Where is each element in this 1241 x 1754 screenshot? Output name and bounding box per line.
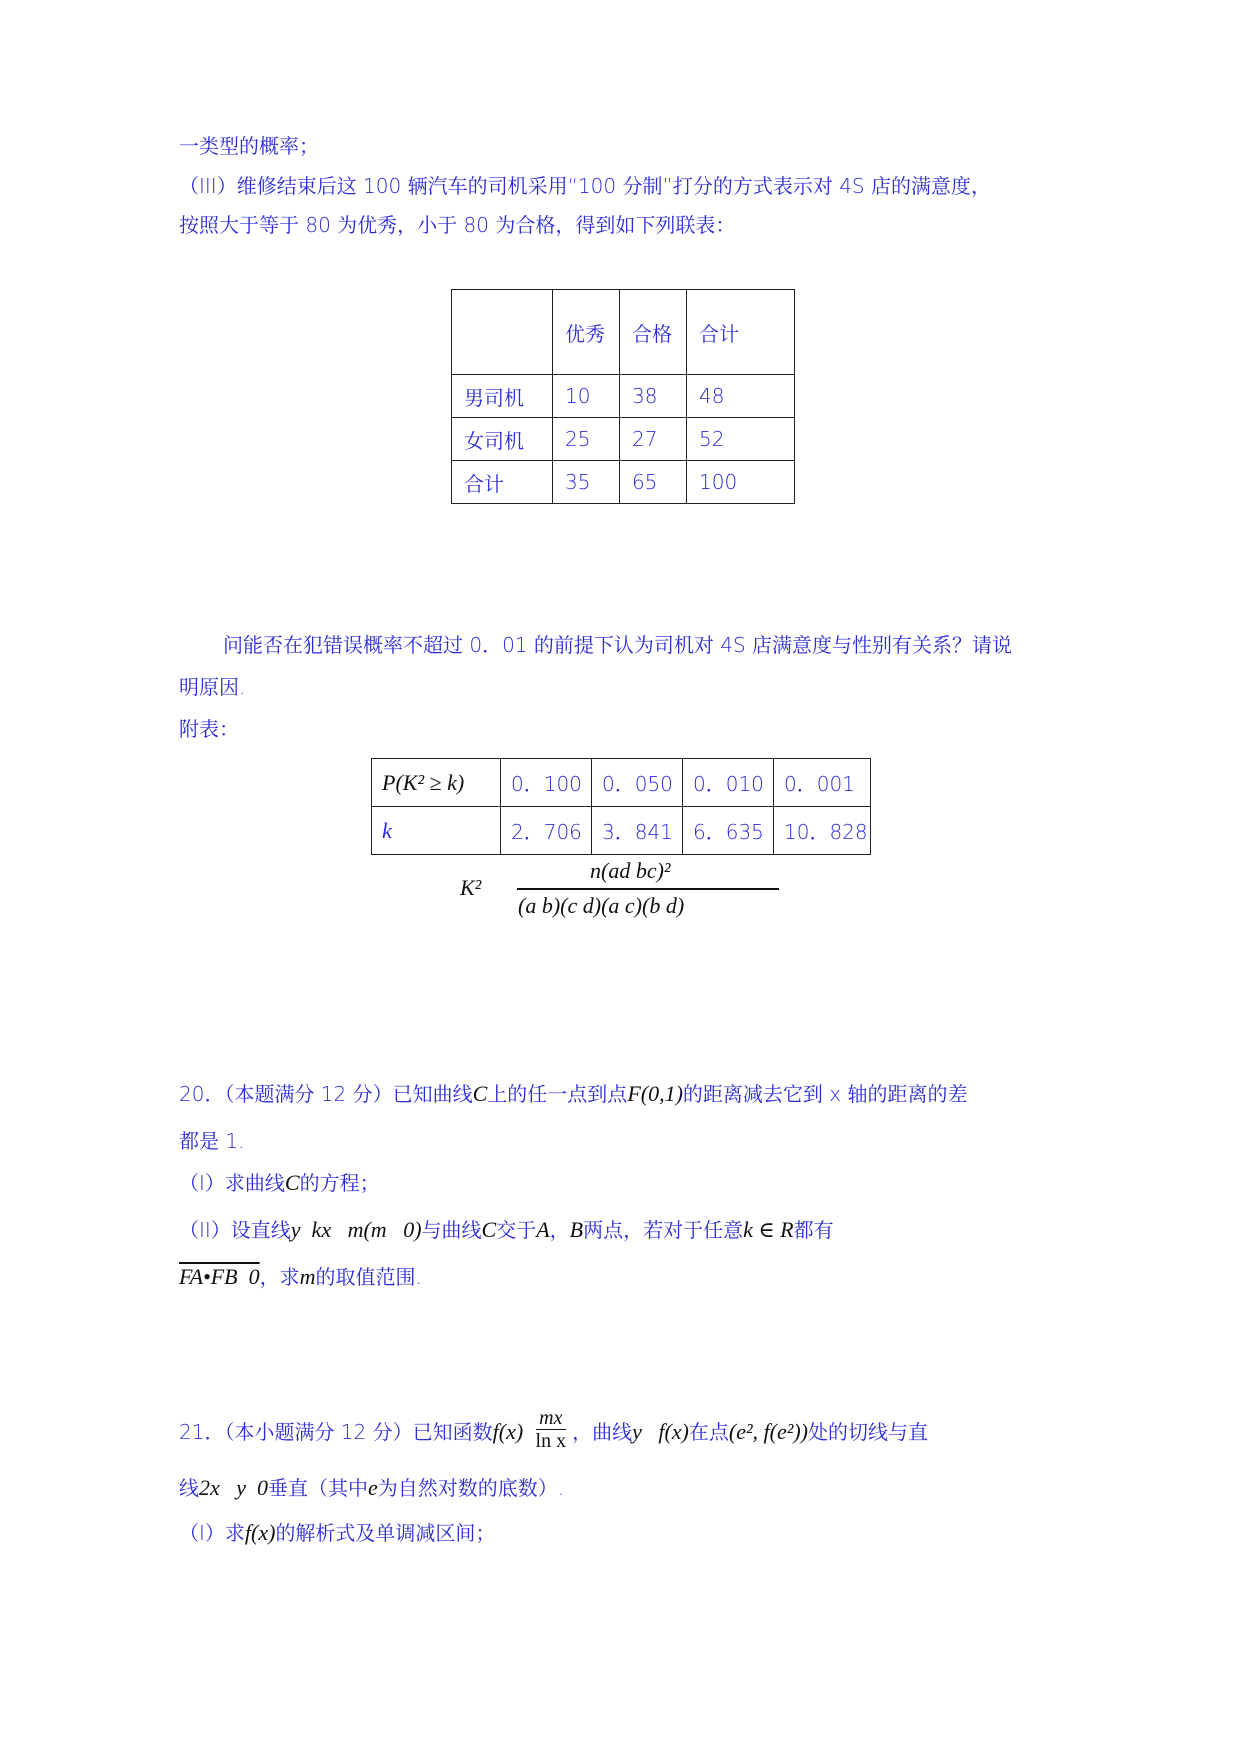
math-span: A <box>536 1217 550 1242</box>
text-span: ，曲线 <box>572 1420 633 1444</box>
math-span: 2x y 0 <box>199 1475 269 1500</box>
table-cell: 合计 <box>687 290 795 375</box>
table-row <box>452 461 795 504</box>
math-span: m <box>299 1264 316 1289</box>
text-line <box>179 1263 422 1291</box>
text-span: 处的切线与直 <box>808 1420 929 1444</box>
table-cell: 52 <box>687 418 795 461</box>
text-span: ， <box>549 1218 570 1242</box>
text-line <box>179 1474 564 1502</box>
table-cell: 10 <box>553 375 620 418</box>
text-span: 在点 <box>688 1420 729 1444</box>
text-line: 按照大于等于 80 为优秀，小于 80 为合格，得到如下列联表： <box>179 213 736 237</box>
text-line: 都是 1. <box>179 1129 245 1153</box>
text-span: 线 <box>179 1476 199 1500</box>
table-cell: 0．100 <box>501 759 592 807</box>
text-span: （II）设直线 <box>179 1218 291 1242</box>
table-cell: 合计 <box>452 461 553 504</box>
table-cell: 女司机 <box>452 418 553 461</box>
table-cell: 0．001 <box>774 759 871 807</box>
math-span: e <box>368 1475 378 1500</box>
math-span: B <box>569 1217 584 1242</box>
math-span: ln x <box>535 1430 567 1452</box>
table-cell: 3．841 <box>592 807 683 855</box>
math-span: FA•FB 0 <box>179 1264 260 1289</box>
text-span: 21．（本小题满分 12 分）已知函数 <box>179 1420 493 1444</box>
fraction-bar <box>517 888 779 890</box>
table-cell: 0．010 <box>683 759 774 807</box>
text-span: 的取值范围. <box>315 1265 422 1289</box>
math-span: mx <box>536 1407 567 1430</box>
formula-numerator: n(ad bc)² <box>590 858 671 883</box>
table-cell: 优秀 <box>553 290 620 375</box>
text-span: 的距离减去它到 x 轴的距离的差 <box>682 1082 968 1106</box>
table-cell: 48 <box>687 375 795 418</box>
table-row <box>372 807 871 855</box>
table-cell: 10．828 <box>774 807 871 855</box>
text-line: 一类型的概率； <box>179 134 319 158</box>
text-span: 交于 <box>496 1218 537 1242</box>
table-cell: 6．635 <box>683 807 774 855</box>
text-span: 20．（本题满分 12 分）已知曲线 <box>179 1082 473 1106</box>
math-span: C <box>284 1170 300 1195</box>
table-row <box>372 759 871 807</box>
table-header-row <box>452 290 795 375</box>
formula-lhs: K² <box>460 875 482 900</box>
table-cell: 35 <box>553 461 620 504</box>
text-span: 的方程； <box>299 1171 380 1195</box>
text-span: 为自然对数的底数）. <box>377 1476 565 1500</box>
text-span: 都有 <box>793 1218 834 1242</box>
table-cell: 38 <box>620 375 687 418</box>
text-line <box>179 1519 495 1547</box>
math-span: y f(x) <box>632 1419 689 1444</box>
table-cell: 27 <box>620 418 687 461</box>
table-cell: 100 <box>687 461 795 504</box>
math-span: C <box>481 1217 497 1242</box>
text-span: （Ⅰ）求 <box>179 1521 245 1545</box>
table-row <box>452 418 795 461</box>
math-span: (e², f(e²)) <box>728 1419 809 1444</box>
table-cell: 2．706 <box>501 807 592 855</box>
question-20-line <box>179 1080 967 1108</box>
math-span: F(0,1) <box>627 1081 683 1106</box>
text-span: 上的任一点到点 <box>487 1082 628 1106</box>
table-cell: 合格 <box>620 290 687 375</box>
fraction <box>536 1407 567 1452</box>
contingency-table <box>451 289 795 504</box>
text-span: ，求 <box>259 1265 300 1289</box>
text-line: 明原因. <box>179 675 246 699</box>
table-cell: 65 <box>620 461 687 504</box>
text-line <box>179 1169 380 1197</box>
math-span: y kx m(m 0) <box>290 1217 422 1242</box>
table-cell <box>452 290 553 375</box>
text-span: 两点，若对于任意 <box>583 1218 744 1242</box>
text-span: 的解析式及单调减区间； <box>275 1521 496 1545</box>
table-row <box>452 375 795 418</box>
text-span: 与曲线 <box>421 1218 482 1242</box>
text-span: （I）求曲线 <box>179 1171 285 1195</box>
text-span: 垂直（其中 <box>268 1476 369 1500</box>
table-cell: 25 <box>553 418 620 461</box>
math-span: C <box>472 1081 488 1106</box>
table-cell: k <box>372 807 501 855</box>
text-line: （III）维修结束后这 100 辆汽车的司机采用“100 分制”打分的方式表示对 4S 店的满意度， <box>179 174 991 198</box>
text-line <box>179 1216 834 1244</box>
text-line: 问能否在犯错误概率不超过 0．01 的前提下认为司机对 4S 店满意度与性别有关系？请说 <box>223 633 1013 657</box>
formula-denominator: (a b)(c d)(a c)(b d) <box>518 893 685 918</box>
table-cell: 0．050 <box>592 759 683 807</box>
math-span: k ∈ R <box>743 1217 794 1242</box>
critical-value-table <box>371 758 871 855</box>
math-span: f(x) <box>244 1520 276 1545</box>
table-cell: P(K² ≥ k) <box>372 759 501 807</box>
question-21-line <box>179 1407 929 1456</box>
math-span: f(x) <box>492 1419 524 1444</box>
table-cell: 男司机 <box>452 375 553 418</box>
text-line: 附表： <box>179 717 239 741</box>
